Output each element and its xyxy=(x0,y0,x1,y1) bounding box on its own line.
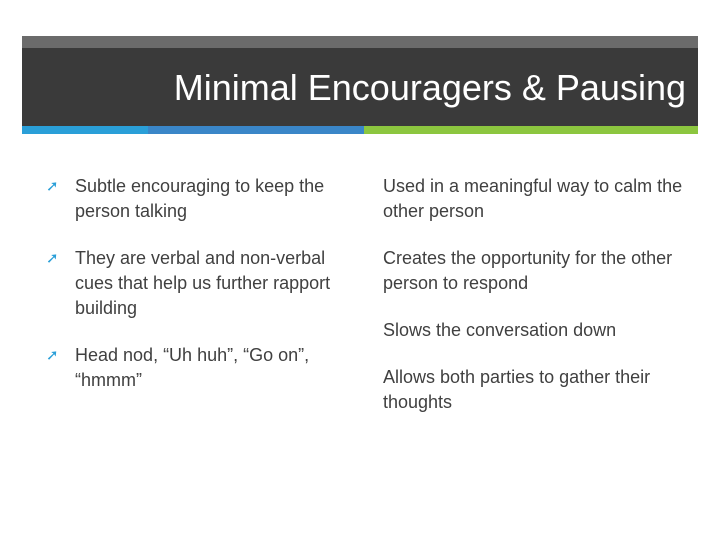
list-item: Slows the conversation down xyxy=(383,320,617,340)
slide-title: Minimal Encouragers & Pausing xyxy=(173,67,686,108)
right-text-list xyxy=(383,174,693,415)
list-item xyxy=(46,246,346,321)
accent-bar-light-blue xyxy=(22,126,148,134)
title-bar xyxy=(22,48,698,126)
list-item-text: They are verbal and non-verbal cues that help us further rapport building xyxy=(75,248,331,318)
accent-bar-blue xyxy=(148,126,364,134)
list-item xyxy=(46,174,346,224)
arrow-up-right-icon: ➚ xyxy=(46,250,59,267)
title-bar-top-strip xyxy=(22,36,698,48)
list-item: Allows both parties to gather their thoughts xyxy=(383,367,651,412)
list-item: Creates the opportunity for the other person to respond xyxy=(383,248,673,293)
arrow-up-right-icon: ➚ xyxy=(46,178,59,195)
list-item-text: Subtle encouraging to keep the person talking xyxy=(75,176,325,221)
list-item xyxy=(46,343,346,393)
list-item: Used in a meaningful way to calm the other person xyxy=(383,176,683,221)
accent-bar-green xyxy=(364,126,698,134)
arrow-up-right-icon: ➚ xyxy=(46,347,59,364)
left-bullet-list xyxy=(46,174,346,393)
list-item-text: Head nod, “Uh huh”, “Go on”, “hmmm” xyxy=(75,345,310,390)
